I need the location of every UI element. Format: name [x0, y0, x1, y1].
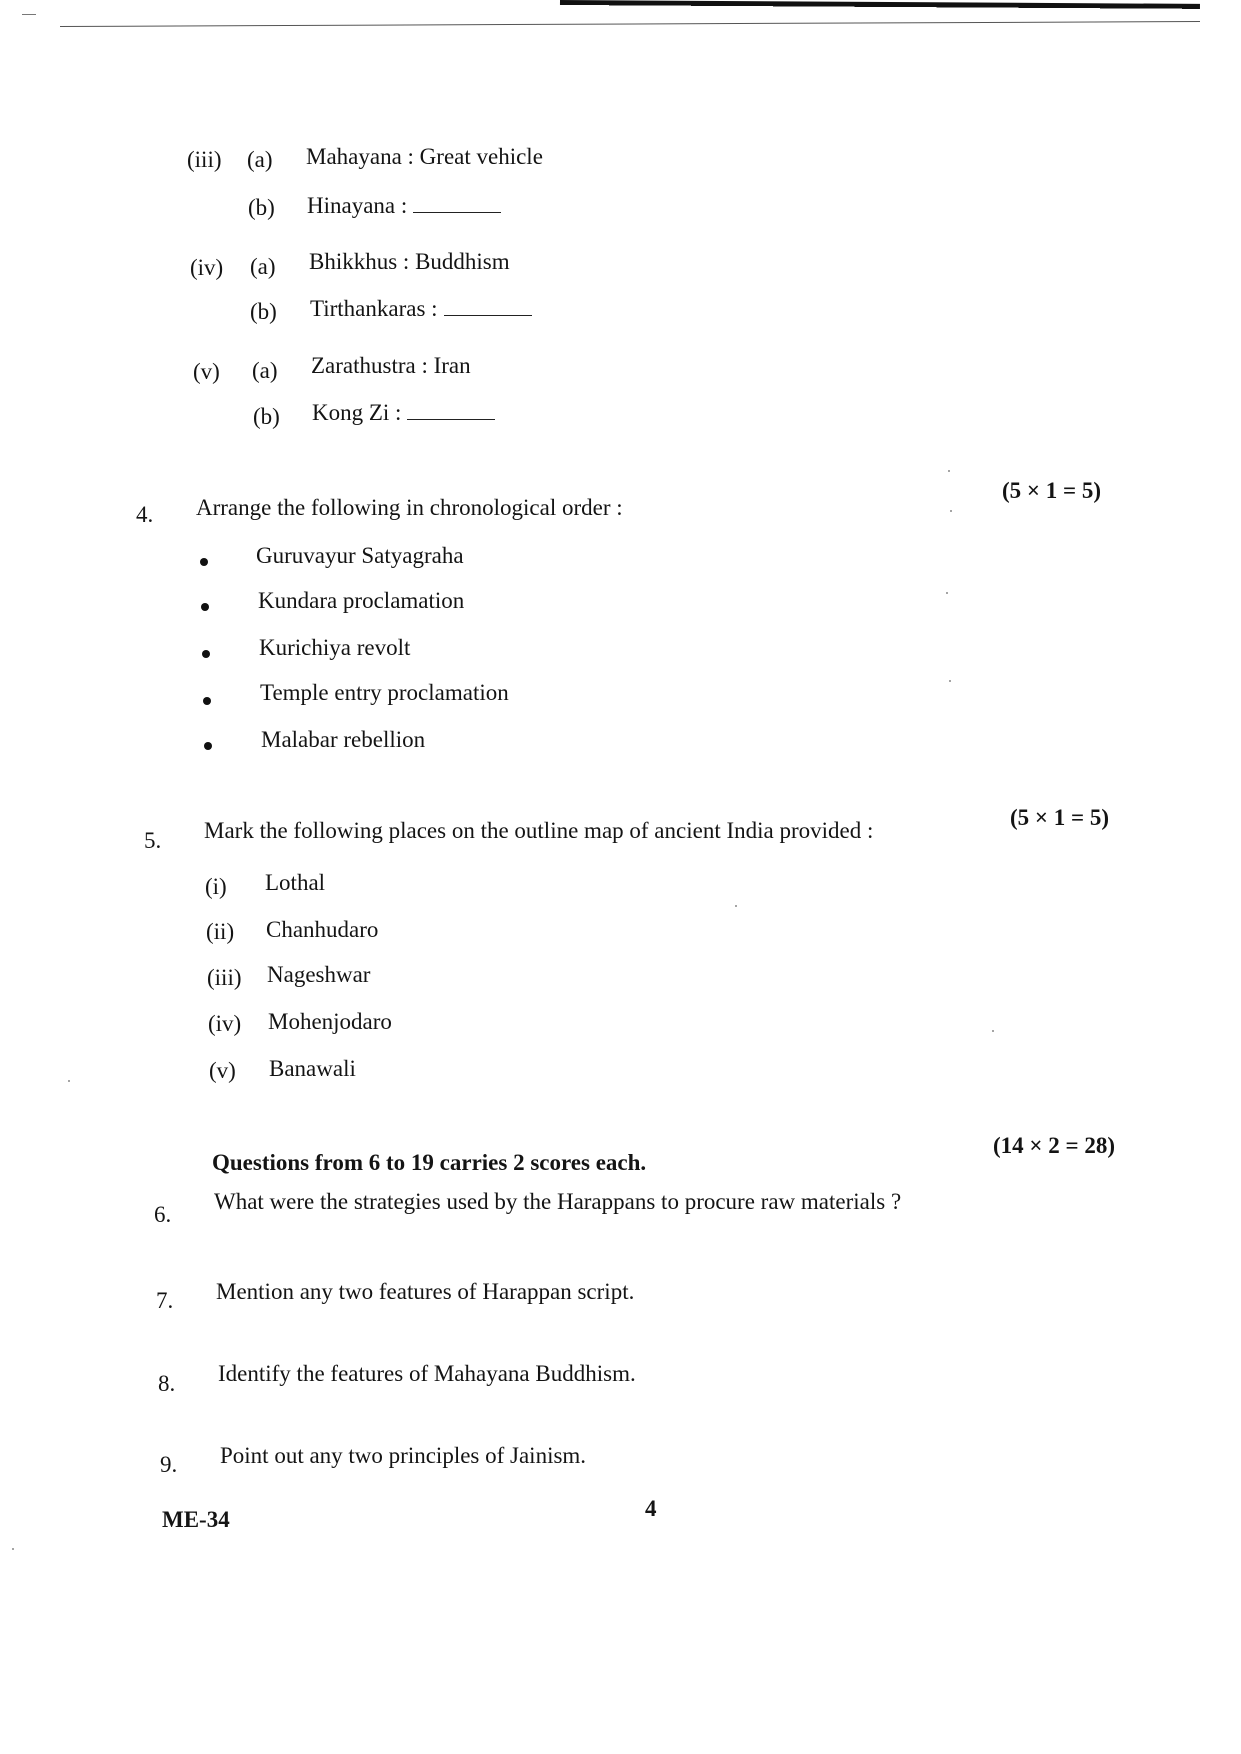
q4-item-1: Guruvayur Satyagraha [256, 543, 464, 568]
q3-roman-v: (v) [193, 359, 220, 384]
q3-iv-b [310, 297, 532, 320]
q5-item-label: (iii) [207, 965, 242, 990]
q3-v-b [312, 401, 495, 424]
q9-text: Point out any two principles of Jainism. [220, 1443, 587, 1468]
scan-speck [12, 1548, 14, 1550]
q4-item-2: Kundara proclamation [258, 588, 465, 613]
q5-item-label: (v) [209, 1058, 236, 1083]
q5-item-label: (ii) [206, 919, 235, 944]
section-marks: (14 × 2 = 28) [993, 1133, 1116, 1158]
q4-item-3: Kurichiya revolt [259, 635, 411, 660]
q7-number: 7. [156, 1288, 174, 1313]
q4-item-4: Temple entry proclamation [260, 680, 509, 705]
q5-item-text: Nageshwar [267, 962, 371, 987]
scan-speck [950, 510, 952, 512]
bullet [200, 558, 208, 566]
q4-item-5: Malabar rebellion [261, 727, 426, 752]
scan-mark [22, 14, 36, 15]
scan-speck [68, 1080, 70, 1082]
bullet [204, 742, 212, 750]
bullet [202, 650, 210, 658]
q9-number: 9. [160, 1452, 178, 1477]
q8-text: Identify the features of Mahayana Buddhism. [218, 1361, 636, 1386]
section-heading: Questions from 6 to 19 carries 2 scores each. [212, 1150, 647, 1175]
q3-v-b-text: Kong Zi : [312, 400, 402, 425]
q3-iii-a-text: Mahayana : Great vehicle [306, 144, 543, 169]
q5-item-text: Chanhudaro [266, 917, 379, 942]
q3-iv-b-label: (b) [250, 299, 277, 324]
q6-text: What were the strategies used by the Harappans to procure raw materials ? [214, 1189, 902, 1214]
answer-blank [413, 211, 501, 213]
q3-v-a-label: (a) [252, 358, 278, 383]
scan-speck [735, 905, 737, 907]
q5-item-label: (i) [205, 874, 227, 899]
q5-item-text: Mohenjodaro [268, 1009, 392, 1034]
q3-roman-iv: (iv) [190, 255, 224, 280]
q5-item-text: Lothal [265, 870, 326, 895]
q3-iv-a-label: (a) [250, 254, 276, 279]
q5-item-text: Banawali [269, 1056, 356, 1081]
q5-marks: (5 × 1 = 5) [1010, 805, 1110, 830]
q3-v-b-label: (b) [253, 404, 280, 429]
q3-iii-b-label: (b) [248, 195, 275, 220]
q6-number: 6. [154, 1202, 172, 1227]
q3-v-a-text: Zarathustra : Iran [311, 353, 471, 378]
q3-iii-b [307, 194, 501, 217]
q3-iv-b-text: Tirthankaras : [310, 296, 438, 321]
bullet [203, 697, 211, 705]
q7-text: Mention any two features of Harappan script. [216, 1279, 635, 1304]
q3-roman-iii: (iii) [187, 147, 222, 172]
q5-item-label: (iv) [208, 1011, 242, 1036]
q3-iv-a-text: Bhikkhus : Buddhism [309, 249, 510, 274]
bullet [201, 603, 209, 611]
q4-text: Arrange the following in chronological order : [196, 495, 623, 520]
paper-code: ME-34 [162, 1507, 230, 1532]
q4-marks: (5 × 1 = 5) [1002, 478, 1102, 503]
scan-speck [949, 680, 951, 682]
scan-border-line [560, 0, 1200, 13]
page-number: 4 [645, 1496, 657, 1521]
answer-blank [444, 314, 532, 316]
scan-speck [992, 1030, 994, 1032]
q5-number: 5. [144, 828, 162, 853]
q4-number: 4. [136, 502, 154, 527]
scan-rule-line [60, 21, 1200, 27]
scan-speck [948, 470, 950, 472]
q3-iii-b-text: Hinayana : [307, 193, 408, 218]
scan-speck [946, 592, 948, 594]
q8-number: 8. [158, 1371, 176, 1396]
q3-iii-a-label: (a) [247, 147, 273, 172]
answer-blank [407, 418, 495, 420]
q5-text: Mark the following places on the outline map of ancient India provided : [204, 818, 874, 843]
